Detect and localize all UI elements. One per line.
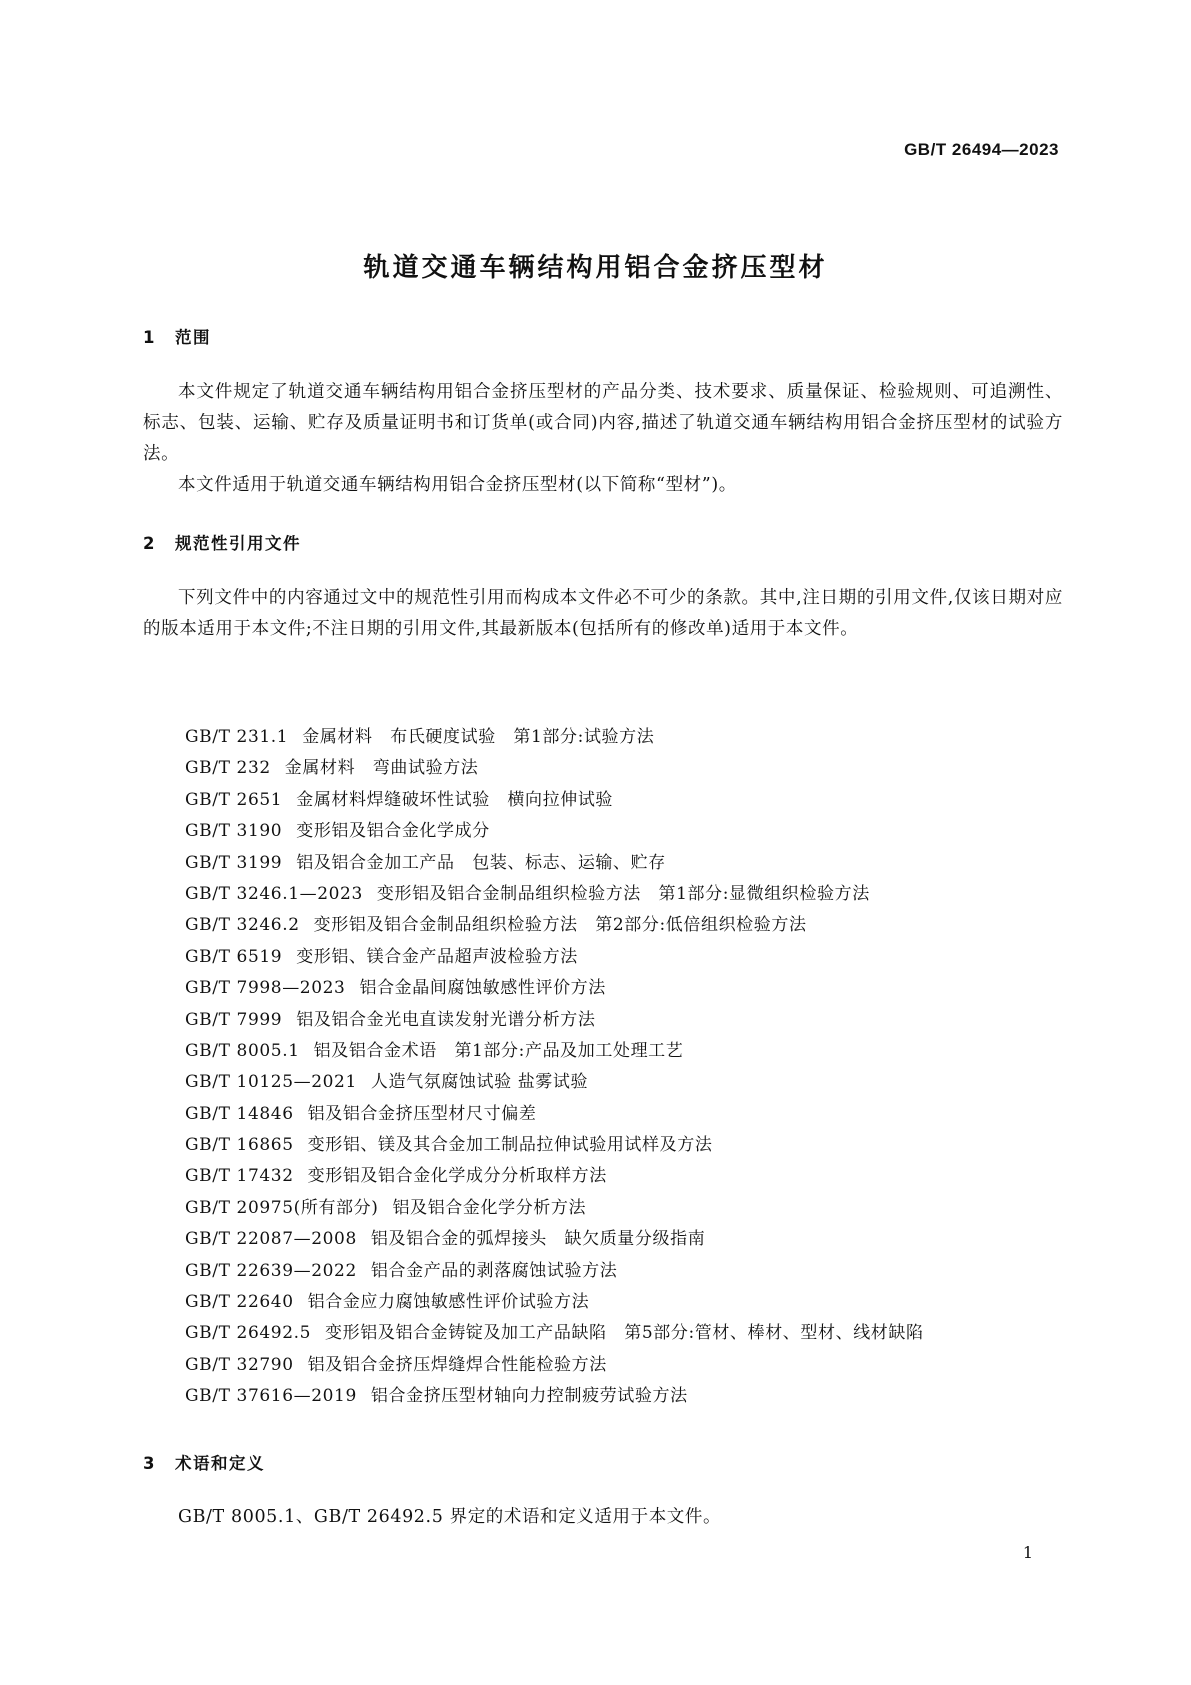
reference-item [185, 1099, 924, 1130]
reference-list [185, 722, 924, 1413]
reference-item [185, 785, 924, 816]
reference-code: GB/T 3199 [185, 852, 283, 873]
reference-title: 铝及铝合金术语 第1部分:产品及加工处理工艺 [313, 1040, 684, 1061]
reference-title: 金属材料 布氏硬度试验 第1部分:试验方法 [302, 727, 655, 747]
reference-code: GB/T 3246.2 [185, 915, 300, 936]
terms-paragraph: GB/T 8005.1、GB/T 26492.5 界定的术语和定义适用于本文件。 [178, 1507, 722, 1527]
references-intro [143, 583, 1063, 645]
section-number: 3 [143, 1454, 156, 1473]
reference-item [185, 910, 924, 941]
reference-code: GB/T 232 [185, 758, 271, 779]
reference-code: GB/T 32790 [185, 1354, 294, 1375]
section-title: 规范性引用文件 [175, 534, 301, 553]
reference-code: GB/T 16865 [185, 1135, 294, 1156]
reference-item [185, 848, 924, 879]
reference-title: 变形铝及铝合金铸锭及加工产品缺陷 第5部分:管材、棒材、型材、线材缺陷 [325, 1323, 924, 1344]
reference-item [185, 753, 924, 784]
reference-title: 铝合金挤压型材轴向力控制疲劳试验方法 [370, 1386, 688, 1407]
terms-body [143, 1502, 1063, 1533]
section-number: 1 [143, 328, 156, 347]
reference-item [185, 973, 924, 1004]
page-number: 1 [1022, 1543, 1033, 1562]
reference-title: 人造气氛腐蚀试验 盐雾试验 [370, 1072, 589, 1093]
reference-code: GB/T 3190 [185, 821, 283, 842]
reference-title: 铝及铝合金加工产品 包装、标志、运输、贮存 [296, 852, 666, 873]
reference-code: GB/T 6519 [185, 946, 283, 967]
reference-item [185, 1161, 924, 1192]
reference-code: GB/T 8005.1 [185, 1040, 300, 1061]
reference-code: GB/T 22087—2008 [185, 1229, 357, 1250]
section-title: 术语和定义 [175, 1454, 265, 1473]
reference-item [185, 1005, 924, 1036]
reference-title: 变形铝及铝合金制品组织检验方法 第1部分:显微组织检验方法 [376, 883, 870, 904]
reference-code: GB/T 26492.5 [185, 1323, 312, 1344]
reference-title: 变形铝及铝合金化学成分 [296, 821, 490, 842]
reference-item [185, 816, 924, 847]
reference-item [185, 1067, 924, 1098]
reference-item [185, 1287, 924, 1318]
reference-code: GB/T 7999 [185, 1009, 283, 1030]
reference-title: 铝合金应力腐蚀敏感性评价试验方法 [307, 1292, 590, 1313]
reference-title: 铝及铝合金光电直读发射光谱分析方法 [296, 1009, 596, 1030]
reference-title: 铝及铝合金挤压焊缝焊合性能检验方法 [307, 1354, 607, 1375]
reference-title: 铝合金晶间腐蚀敏感性评价方法 [359, 978, 606, 999]
section-heading-scope [143, 324, 211, 348]
reference-code: GB/T 22639—2022 [185, 1260, 357, 1281]
reference-code: GB/T 10125—2021 [185, 1072, 357, 1093]
reference-title: 铝及铝合金的弧焊接头 缺欠质量分级指南 [370, 1229, 706, 1250]
reference-code: GB/T 14846 [185, 1103, 294, 1124]
reference-code: GB/T 7998—2023 [185, 978, 346, 999]
section-title: 范围 [175, 328, 211, 347]
reference-title: 金属材料焊缝破坏性试验 横向拉伸试验 [296, 789, 614, 810]
reference-title: 铝及铝合金挤压型材尺寸偏差 [307, 1103, 537, 1124]
reference-title: 金属材料 弯曲试验方法 [284, 758, 479, 779]
reference-title: 变形铝及铝合金制品组织检验方法 第2部分:低倍组织检验方法 [313, 915, 807, 936]
section-number: 2 [143, 534, 156, 553]
reference-item [185, 942, 924, 973]
scope-body [143, 377, 1063, 501]
reference-code: GB/T 22640 [185, 1292, 294, 1313]
reference-title: 铝合金产品的剥落腐蚀试验方法 [370, 1260, 618, 1281]
reference-item [185, 1224, 924, 1255]
reference-item [185, 1036, 924, 1067]
reference-code: GB/T 17432 [185, 1166, 294, 1187]
scope-paragraph: 本文件适用于轨道交通车辆结构用铝合金挤压型材(以下简称“型材”)。 [178, 475, 737, 495]
references-intro-paragraph: 下列文件中的内容通过文中的规范性引用而构成本文件必不可少的条款。其中,注日期的引用文件,仅该日期对应的版本适用于本文件;不注日期的引用文件,其最新版本(包括所有的修改单)适用于本文件。 [143, 588, 1063, 639]
reference-title: 铝及铝合金化学分析方法 [392, 1197, 587, 1218]
reference-item [185, 1193, 924, 1224]
reference-item [185, 1381, 924, 1412]
reference-item [185, 1318, 924, 1349]
reference-item [185, 1130, 924, 1161]
scope-paragraph: 本文件规定了轨道交通车辆结构用铝合金挤压型材的产品分类、技术要求、质量保证、检验规则、可追溯性、标志、包装、运输、贮存及质量证明书和订货单(或合同)内容,描述了轨道交通车辆结构用铝合金挤压型材的试验方法。 [143, 382, 1063, 464]
reference-item [185, 722, 924, 753]
reference-title: 变形铝、镁合金产品超声波检验方法 [296, 946, 578, 967]
document-title: 轨道交通车辆结构用铝合金挤压型材 [363, 253, 828, 283]
reference-item [185, 1350, 924, 1381]
section-heading-normative-references [143, 530, 301, 554]
reference-code: GB/T 231.1 [185, 727, 289, 747]
reference-title: 变形铝及铝合金化学成分分析取样方法 [307, 1166, 607, 1187]
reference-item [185, 879, 924, 910]
reference-code: GB/T 20975(所有部分) [185, 1197, 379, 1218]
reference-item [185, 1256, 924, 1287]
reference-code: GB/T 2651 [185, 789, 283, 810]
reference-title: 变形铝、镁及其合金加工制品拉伸试验用试样及方法 [307, 1135, 713, 1156]
reference-code: GB/T 37616—2019 [185, 1386, 357, 1407]
section-heading-terms [143, 1450, 265, 1474]
standard-code: GB/T 26494—2023 [904, 140, 1059, 159]
reference-code: GB/T 3246.1—2023 [185, 883, 363, 904]
